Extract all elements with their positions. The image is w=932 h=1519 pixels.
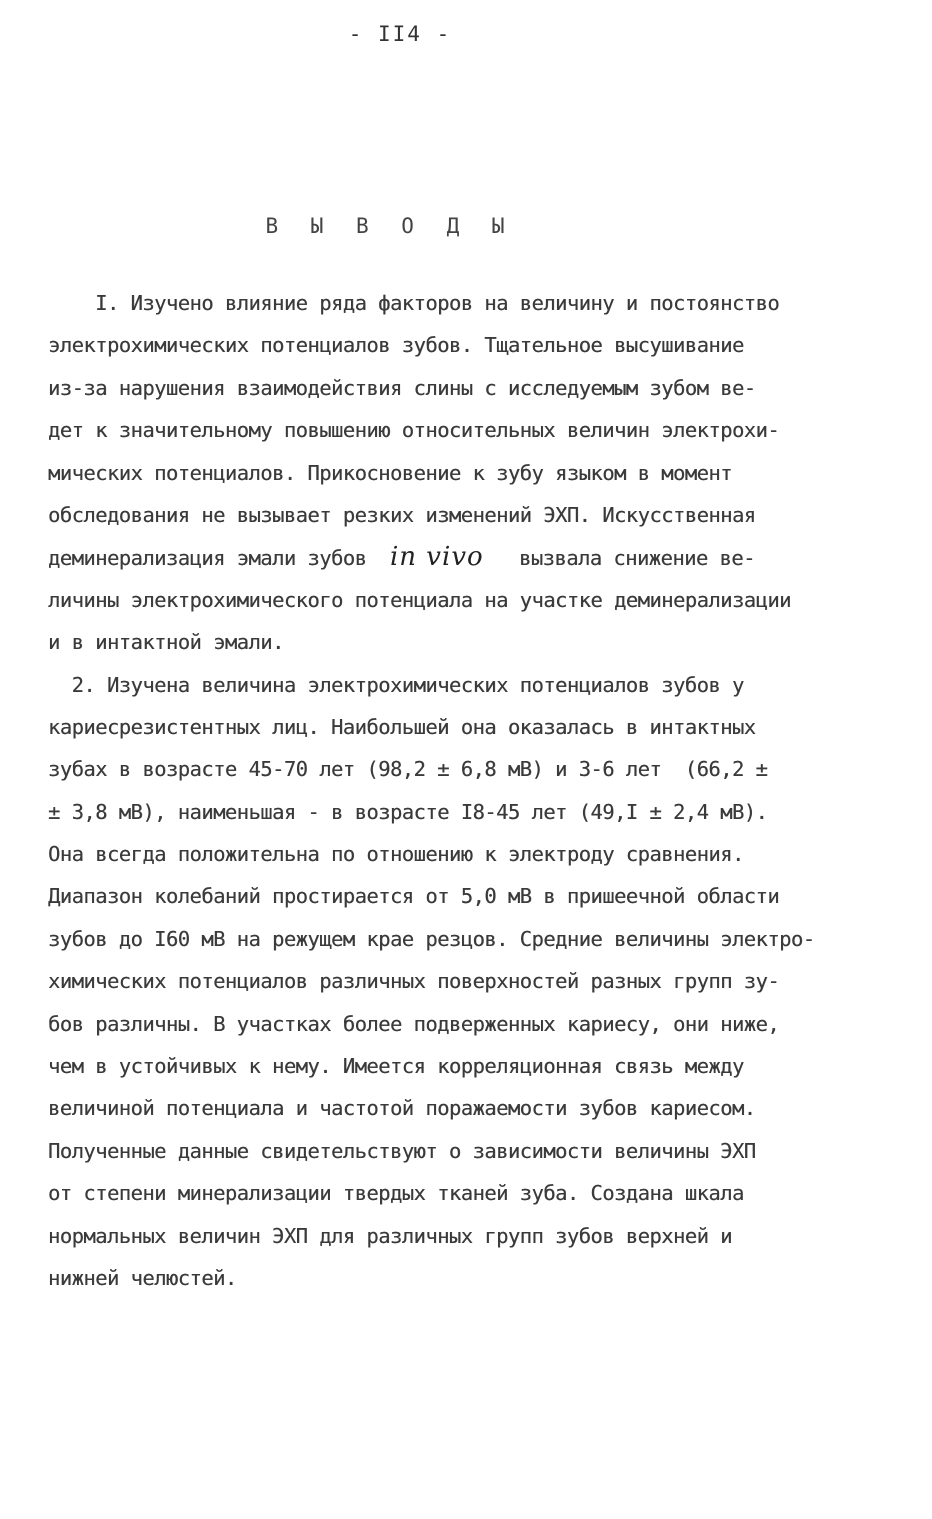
text-line: нижней челюстей.	[48, 1265, 237, 1290]
section-heading: В Ы В О Д Ы	[265, 214, 515, 238]
text-line: электрохимических потенциалов зубов. Тщательное высушивание	[48, 333, 744, 358]
text-line: дет к значительному повышению относительных величин электрохи-	[48, 418, 780, 443]
page-number: - II4 -	[348, 22, 452, 46]
text-line: чем в устойчивых к нему. Имеется корреляционная связь между	[48, 1054, 744, 1079]
conclusions-text	[48, 282, 908, 1299]
text-line: из-за нарушения взаимодействия слины с исследуемым зубом ве-	[48, 375, 756, 400]
text-line: кариесрезистентных лиц. Наибольшей она оказалась в интактных	[48, 714, 756, 739]
text-line: химических потенциалов различных поверхностей разных групп зу-	[48, 969, 780, 994]
text-line: и в интактной эмали.	[48, 630, 284, 655]
text-line: Диапазон колебаний простирается от 5,0 мВ в пришеечной области	[48, 884, 780, 909]
text-line: Она всегда положительна по отношению к электроду сравнения.	[48, 842, 744, 867]
text-line: личины электрохимического потенциала на участке деминерализации	[48, 587, 791, 612]
text-line: зубах в возрасте 45-70 лет (98,2 ± 6,8 мВ) и 3-6 лет (66,2 ±	[48, 757, 768, 782]
text-line: бов различны. В участках более подверженных кариесу, они ниже,	[48, 1011, 780, 1036]
text-line: зубов до I60 мВ на режущем крае резцов. Средние величины электро-	[48, 926, 815, 951]
text-line: от степени минерализации твердых тканей зуба. Создана шкала	[48, 1181, 744, 1206]
text-line: ± 3,8 мВ), наименьшая - в возрасте I8-45 лет (49,I ± 2,4 мВ).	[48, 799, 768, 824]
text-line: деминерализация эмали зубов in vivo вызвала снижение ве-	[48, 542, 755, 573]
text-line: 2. Изучена величина электрохимических потенциалов зубов у	[48, 672, 744, 697]
handwritten-insert: in vivo	[389, 542, 484, 573]
text-line: Полученные данные свидетельствуют о зависимости величины ЭХП	[48, 1138, 756, 1163]
text-line: нормальных величин ЭХП для различных групп зубов верхней и	[48, 1223, 732, 1248]
text-line: величиной потенциала и частотой поражаемости зубов кариесом.	[48, 1096, 756, 1121]
text-line: обследования не вызывает резких изменений ЭХП. Искусственная	[48, 502, 756, 527]
text-line: мических потенциалов. Прикосновение к зубу языком в момент	[48, 460, 732, 485]
text-line: I. Изучено влияние ряда факторов на величину и постоянство	[48, 291, 780, 315]
